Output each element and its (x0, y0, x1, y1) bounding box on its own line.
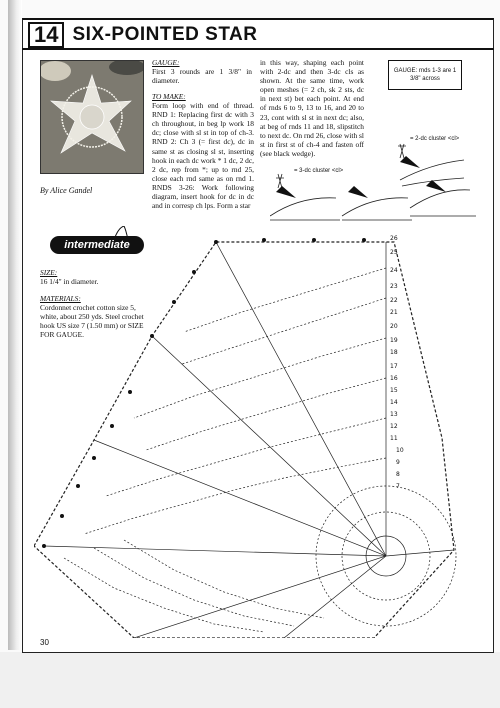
to-make-heading: TO MAKE: (152, 92, 186, 101)
to-make-text: Form loop with end of thread. RND 1: Replacing first dc with 3 ch throughout, in beg lp work 18 dc; close with sl st in top of ch-3. RND 2: Ch 3 (= first dc), dc in same st as closing sl st, inserting hook in each dc work * 1 dc, 2 dc, 2 dc, rep from *; up to rnd 25, close each rnd same as on rnd 1. RNDS 3-26: Work following diagram, insert hook for dc in dc and in corresp ch lps. Form a star (152, 101, 254, 211)
round-label: 23 (390, 283, 398, 290)
gauge-text: First 3 rounds are 1 3/8" in diameter. (152, 67, 252, 86)
round-label: 11 (390, 435, 398, 442)
gauge-section (152, 58, 252, 85)
round-label: 24 (390, 267, 398, 274)
round-label: 26 (390, 235, 398, 242)
round-label: 15 (390, 387, 398, 394)
page-title: SIX-POINTED STAR (72, 24, 258, 45)
pattern-number: 14 (28, 22, 64, 48)
round-label: 18 (390, 349, 398, 356)
page-bottom-margin (0, 652, 500, 708)
doily-photo (40, 60, 144, 174)
round-label: 22 (390, 297, 398, 304)
title-bar (28, 22, 257, 48)
materials-text: Cordonnet crochet cotton size 5, white, about 250 yds. Steel crochet hook US size 7 (1.50 mm) or SIZE FOR GAUGE. (40, 303, 144, 339)
round-label: 7 (396, 483, 400, 490)
gauge-box: GAUGE: rnds 1-3 are 1 3/8" across (388, 60, 462, 90)
round-label: 13 (390, 411, 398, 418)
round-label: 16 (390, 375, 398, 382)
round-label: 10 (396, 447, 404, 454)
gauge-heading: GAUGE: (152, 58, 180, 67)
round-label: 17 (390, 363, 398, 370)
instructions-continued: in this way, shaping each point with 2-dc and then 3-dc cls as shown. At the same time, work open meshes (= 2 ch, sk 2 sts, dc in next st) bet each point. At end of rnds 6 to 9, 13 to 16, and 20 to 23, cont with sl st in next dc; also, at beg of rnds 11 and 18, slipstitch to next dc. On rnd 26, close with sl st in first st of ch-4 and fasten off (see black wedge). (260, 58, 364, 158)
round-label: 20 (390, 323, 398, 330)
round-label: 9 (396, 459, 400, 466)
size-heading: SIZE: (40, 268, 58, 277)
skill-level-label: intermediate (64, 239, 130, 251)
round-label: 21 (390, 309, 398, 316)
byline: By Alice Gandel (40, 186, 93, 195)
cluster-stitch-illustrations (270, 128, 480, 228)
page-number: 30 (40, 638, 49, 647)
round-label: 25 (390, 249, 398, 256)
round-label: 14 (390, 399, 398, 406)
round-label: 19 (390, 337, 398, 344)
size-text: 16 1/4" in diameter. (40, 277, 99, 286)
legend-2dc-cluster: = 2-dc cluster <cl> (410, 136, 460, 142)
round-label: 12 (390, 423, 398, 430)
materials-heading: MATERIALS: (40, 294, 81, 303)
round-label: 8 (396, 471, 400, 478)
crochet-chart (34, 228, 474, 638)
legend-3dc-cluster: = 3-dc cluster <cl> (294, 168, 344, 174)
binding-spine (8, 0, 22, 650)
to-make-section (152, 86, 254, 210)
title-rule (22, 48, 494, 50)
